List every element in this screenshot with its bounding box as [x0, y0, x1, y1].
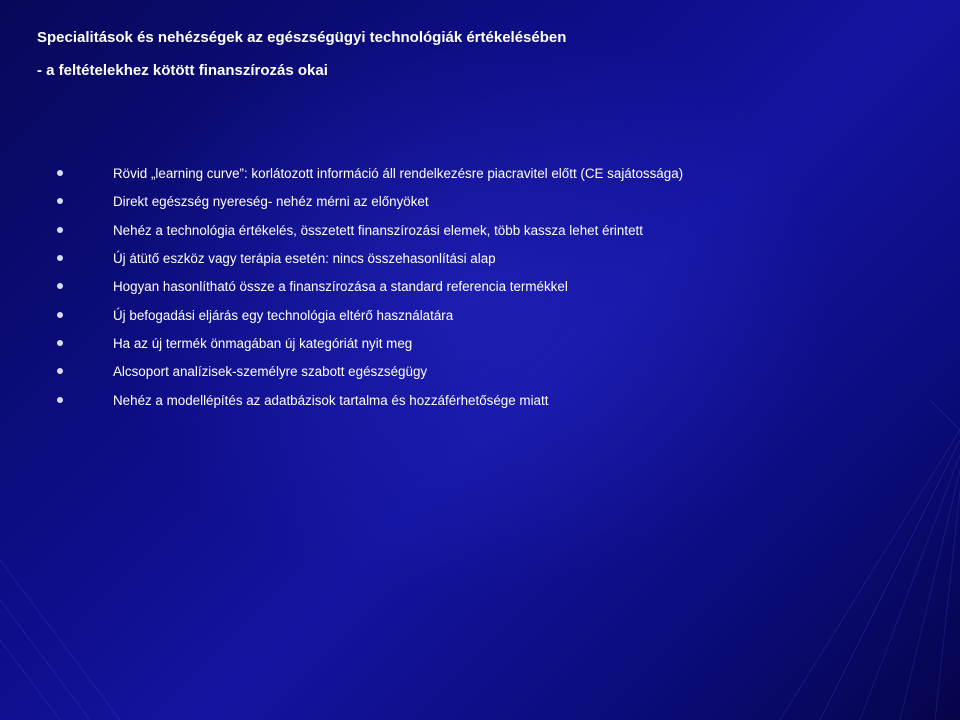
slide-title — [37, 28, 917, 81]
bullet-dot-icon — [57, 283, 63, 289]
bullet-list — [57, 160, 917, 415]
bullet-item — [57, 188, 917, 216]
bullet-item — [57, 358, 917, 386]
bullet-item — [57, 217, 917, 245]
bullet-dot-icon — [57, 340, 63, 346]
bullet-item — [57, 273, 917, 301]
bullet-text: Rövid „learning curve”: korlátozott információ áll rendelkezésre piacravitel előtt (CE sajátossága) — [113, 166, 684, 182]
bullet-text: Nehéz a technológia értékelés, összetett finanszírozási elemek, több kassza lehet érintett — [113, 222, 643, 238]
title-line-1: Specialitások és nehézségek az egészségügyi technológiák értékelésében — [37, 29, 567, 46]
bullet-text: Új átütő eszköz vagy terápia esetén: nincs összehasonlítási alap — [113, 251, 496, 267]
title-line-2: - a feltételekhez kötött finanszírozás okai — [37, 62, 328, 79]
bullet-dot-icon — [57, 397, 63, 403]
bullet-text: Alcsoport analízisek-személyre szabott egészségügy — [113, 364, 428, 380]
bullet-item — [57, 160, 917, 188]
bullet-text: Nehéz a modellépítés az adatbázisok tartalma és hozzáférhetősége miatt — [113, 392, 549, 408]
bullet-text: Ha az új termék önmagában új kategóriát nyit meg — [113, 335, 413, 351]
bullet-item — [57, 301, 917, 329]
bullet-text: Hogyan hasonlítható össze a finanszírozása a standard referencia termékkel — [113, 279, 568, 295]
bullet-dot-icon — [57, 170, 63, 176]
bullet-text: Direkt egészség nyereség- nehéz mérni az előnyöket — [113, 194, 429, 210]
bullet-dot-icon — [57, 255, 63, 261]
bullet-item — [57, 330, 917, 358]
bullet-dot-icon — [57, 368, 63, 374]
bullet-item — [57, 245, 917, 273]
bullet-dot-icon — [57, 312, 63, 318]
bullet-item — [57, 386, 917, 414]
bullet-text: Új befogadási eljárás egy technológia eltérő használatára — [113, 307, 454, 323]
bullet-dot-icon — [57, 227, 63, 233]
bullet-dot-icon — [57, 198, 63, 204]
